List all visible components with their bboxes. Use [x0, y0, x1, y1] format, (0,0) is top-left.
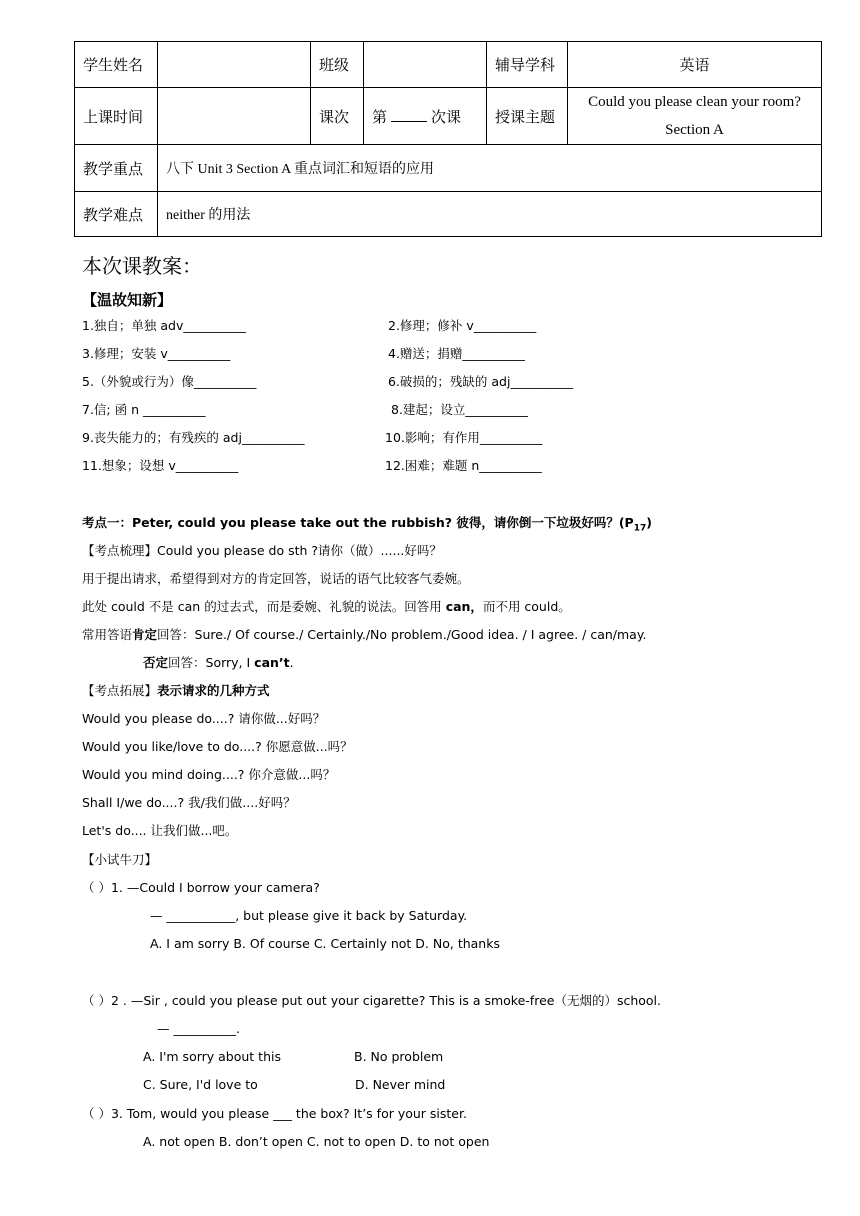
- negative-answers-line: [143, 654, 294, 672]
- point-one-title-text: 考点一：Peter, could you please take out the rubbish? 彼得，请你倒一下垃圾好吗？(P: [82, 515, 634, 530]
- review-item: 10.影响；有作用__________: [385, 430, 543, 445]
- positive-answers-c: 回答：Sure./ Of course./ Certainly./No problem./Good idea. / I agree. / can/may.: [157, 627, 647, 642]
- request-way: Would you like/love to do....? 你愿意做...吗？: [82, 739, 353, 754]
- question-3-stem: （ ）3. Tom, would you please ___ the box? It’s for your sister.: [82, 1106, 467, 1121]
- request-way: Let's do.... 让我们做...吧。: [82, 823, 238, 838]
- review-item: 4.赠送；捐赠__________: [388, 346, 525, 361]
- review-item: 12.困难；难题 n__________: [385, 458, 542, 473]
- review-item: 8.建起；设立__________: [391, 402, 528, 417]
- request-way: Shall I/we do....? 我/我们做....好吗？: [82, 795, 296, 810]
- negative-answers-c: can’t: [254, 655, 290, 670]
- could-note-line: [82, 598, 571, 616]
- teaching-difficulty-label: 教学难点: [75, 192, 158, 237]
- subject-value: 英语: [568, 42, 822, 88]
- explain-line: 【考点梳理】Could you please do sth ?请你（做）......好吗？: [82, 543, 442, 558]
- question-2-option-b: B. No problem: [354, 1049, 444, 1064]
- could-note-a: 此处 could 不是 can 的过去式，而是委婉、礼貌的说法。回答用: [82, 599, 446, 614]
- negative-answers-b: 回答：Sorry, I: [168, 655, 255, 670]
- topic-line-1: Could you please clean your room?: [588, 94, 801, 110]
- extension-title-a: 【考点拓展】: [82, 683, 158, 698]
- class-time-label: 上课时间: [75, 88, 158, 145]
- topic-label: 授课主题: [487, 88, 568, 145]
- positive-answers-line: [82, 626, 646, 644]
- question-3-options: A. not open B. don’t open C. not to open D. to not open: [143, 1134, 490, 1149]
- point-one-page-number: 17: [633, 523, 647, 534]
- question-1-reply: — ___________, but please give it back by Saturday.: [150, 908, 468, 923]
- lesson-plan-heading: 本次课教案：: [82, 254, 202, 278]
- negative-answers-a: 否定: [143, 655, 169, 670]
- point-one-title: [82, 514, 652, 538]
- question-2-option-d: D. Never mind: [355, 1077, 446, 1092]
- negative-answers-d: .: [289, 655, 294, 670]
- student-name-label: 学生姓名: [75, 42, 158, 88]
- student-name-value[interactable]: [158, 42, 311, 88]
- usage-line: 用于提出请求，希望得到对方的肯定回答，说话的语气比较客气委婉。: [82, 571, 470, 586]
- review-item: 5.（外貌或行为）像__________: [82, 374, 257, 389]
- class-label: 班级: [311, 42, 364, 88]
- could-note-c: 而不用 could。: [482, 599, 571, 614]
- lesson-info-table: [74, 41, 822, 237]
- topic-line-2: Section A: [665, 122, 724, 138]
- teaching-focus-label: 教学重点: [75, 145, 158, 192]
- review-item: 2.修理；修补 v__________: [388, 318, 537, 333]
- lesson-number-value: [364, 88, 487, 145]
- question-2-option-c: C. Sure, I'd love to: [143, 1077, 258, 1092]
- review-item: 11.想象；设想 v__________: [82, 458, 239, 473]
- positive-answers-b: 肯定: [132, 627, 158, 642]
- lesson-number-suffix: 次课: [431, 107, 462, 126]
- question-2-reply: — __________.: [157, 1021, 240, 1036]
- could-note-b: can，: [445, 599, 483, 614]
- lesson-number-label: 课次: [311, 88, 364, 145]
- request-way: Would you mind doing....? 你介意做...吗？: [82, 767, 336, 782]
- request-way: Would you please do....? 请你做...好吗？: [82, 711, 326, 726]
- teaching-difficulty-value: neither 的用法: [158, 192, 822, 237]
- review-item: 1.独自；单独 adv__________: [82, 318, 246, 333]
- class-time-value[interactable]: [158, 88, 311, 145]
- question-2-stem: （ ）2 . —Sir , could you please put out your cigarette? This is a smoke-free（无烟的）school.: [82, 993, 661, 1008]
- question-1-stem: （ ）1. —Could I borrow your camera?: [82, 880, 320, 895]
- review-item: 3.修理；安装 v__________: [82, 346, 231, 361]
- extension-title: [82, 682, 270, 700]
- topic-value: [568, 88, 822, 145]
- review-item: 6.破损的；残缺的 adj__________: [388, 374, 573, 389]
- extension-title-b: 表示请求的几种方式: [157, 683, 270, 698]
- subject-label: 辅导学科: [487, 42, 568, 88]
- question-2-option-a: A. I'm sorry about this: [143, 1049, 281, 1064]
- question-1-options: A. I am sorry B. Of course C. Certainly not D. No, thanks: [150, 936, 500, 951]
- lesson-number-blank[interactable]: [391, 107, 427, 122]
- review-section-title: 【温故知新】: [82, 291, 173, 309]
- teaching-focus-value: 八下 Unit 3 Section A 重点词汇和短语的应用: [158, 145, 822, 192]
- review-item: 9.丧失能力的；有残疾的 adj__________: [82, 430, 305, 445]
- class-value[interactable]: [364, 42, 487, 88]
- practice-title: 【小试牛刀】: [82, 852, 158, 867]
- positive-answers-a: 常用答语: [82, 627, 133, 642]
- lesson-number-prefix: 第: [372, 107, 388, 126]
- review-item: 7.信; 函 n __________: [82, 402, 206, 417]
- point-one-title-end: ): [646, 515, 652, 530]
